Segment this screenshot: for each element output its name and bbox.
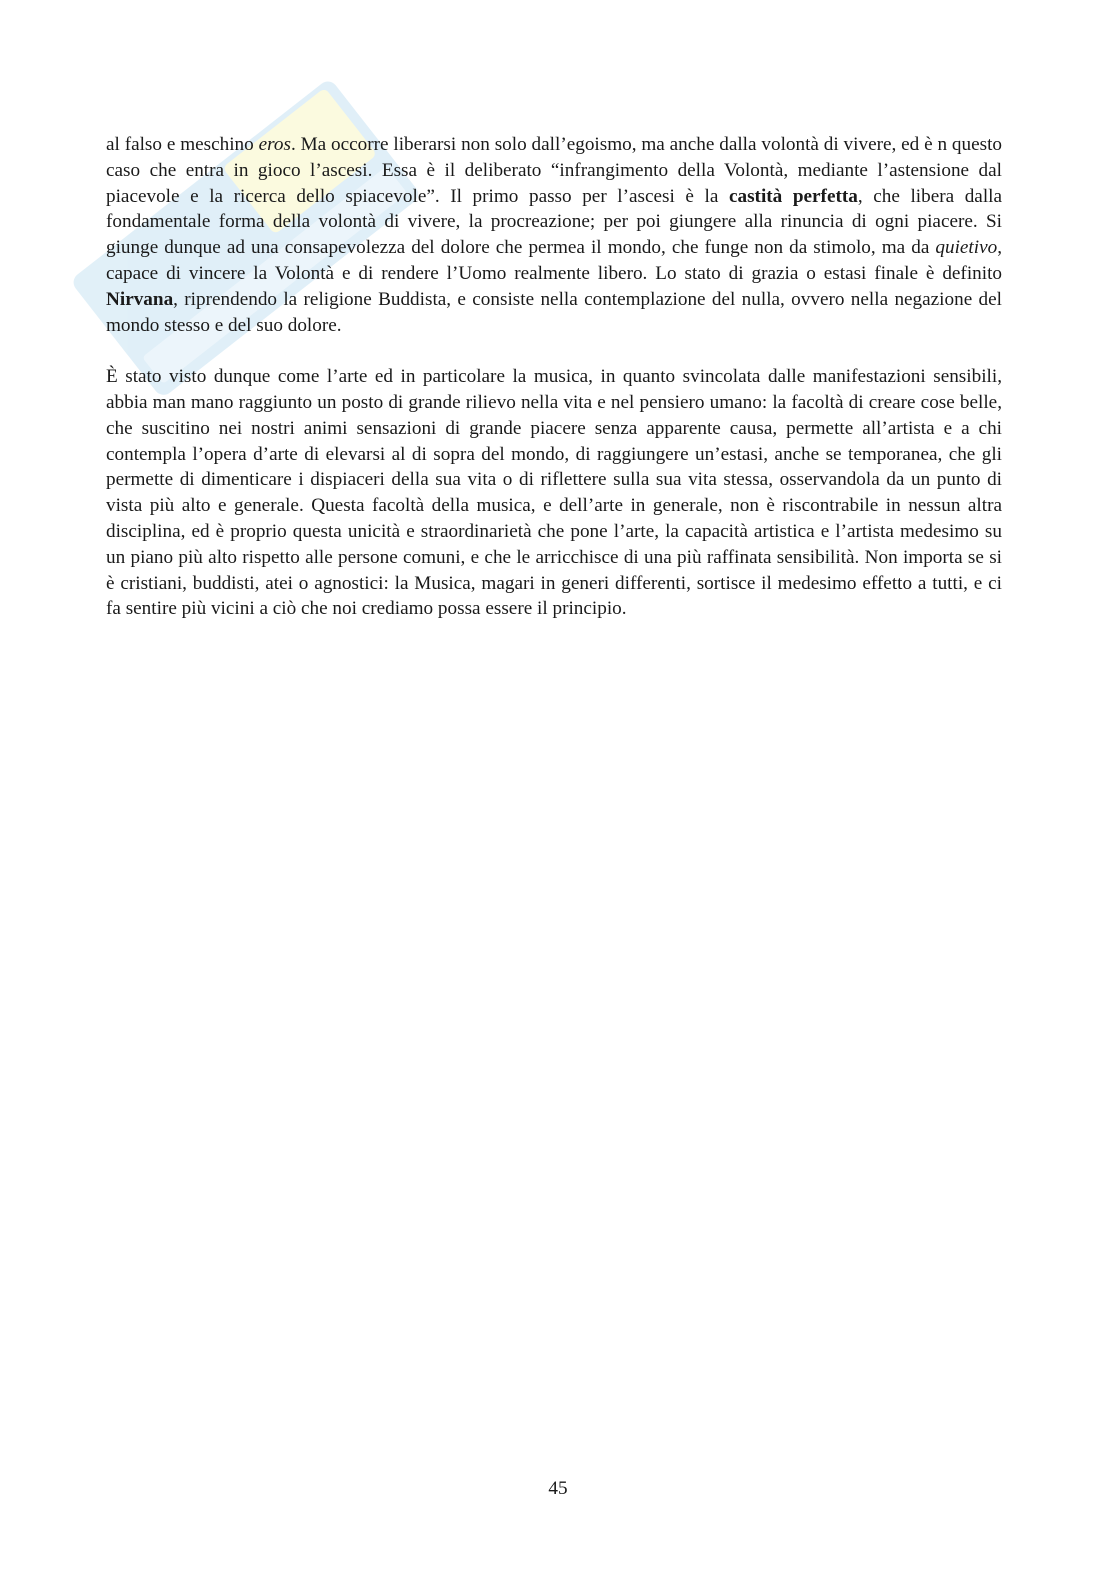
text-run: , che libera dalla fondamentale forma della volontà di vivere, la procreazione; per poi giungere alla rinuncia di ogni piacere. Si giunge dunque ad una consapevolezza del dolore che permea il mondo, che funge non da stimolo, ma da [106, 185, 1003, 259]
bold-term-nirvana: Nirvana [106, 288, 174, 310]
italic-term-quietivo: quietivo [935, 237, 998, 259]
text-run: È stato visto dunque come l’arte ed in particolare la musica, in quanto svincolata dalle manifestazioni sensibili, abbia man mano raggiunto un posto di grande rilievo nella vita e nel pensiero umano: la facoltà di creare cose belle, che suscitino nei nostri animi sensazioni di grande piacere senza apparente causa, permette all’artista e a chi contempla l’opera d’arte di elevarsi al di sopra del mondo, di raggiungere un’estasi, anche se temporanea, che gli permette di dimenticare i dispiaceri della sua vita o di riflettere sulla sua vita stessa, osservandola da un punto di vista più alto e generale. Questa facoltà della musica, e dell’arte in generale, non è riscontrabile in nessun altra disciplina, ed è proprio questa unicità e straordinarietà che pone l’arte, la capacità artistica e l’artista medesimo su un piano più alto rispetto alle persone comuni, e che le arricchisce di una più raffinata sensibilità. Non importa se si è cristiani, buddisti, atei o agnostici: la Musica, magari in generi differenti, sortisce il medesimo effetto a tutti, e ci fa sentire più vicini a ciò che noi crediamo possa essere il principio. [106, 366, 1002, 620]
text-run: . Ma occorre liberarsi non solo dall’egoismo, ma anche dalla volontà di vivere, ed è n questo caso che entra in gioco l’ascesi. Essa è il deliberato “infrangimento della Volontà, mediante l’astensione dal piacevole e la ricerca dello spiacevole”. Il primo passo per l’ascesi è la [106, 134, 1002, 207]
bold-term-castita-perfetta: castità perfetta [728, 185, 858, 207]
text-run: al falso e meschino [106, 134, 259, 155]
text-run: , capace di vincere la Volontà e di rendere l’Uomo realmente libero. Lo stato di grazia o estasi finale è definito [106, 237, 1002, 284]
document-body [106, 132, 1002, 622]
paragraph-1 [106, 132, 1002, 338]
text-run: , riprendendo la religione Buddista, e consiste nella contemplazione del nulla, ovvero nella negazione del mondo stesso e del suo dolore. [106, 288, 1002, 336]
page-number: 45 [548, 1478, 568, 1499]
paragraph-2 [106, 364, 1002, 622]
italic-term-eros: eros [258, 134, 291, 155]
